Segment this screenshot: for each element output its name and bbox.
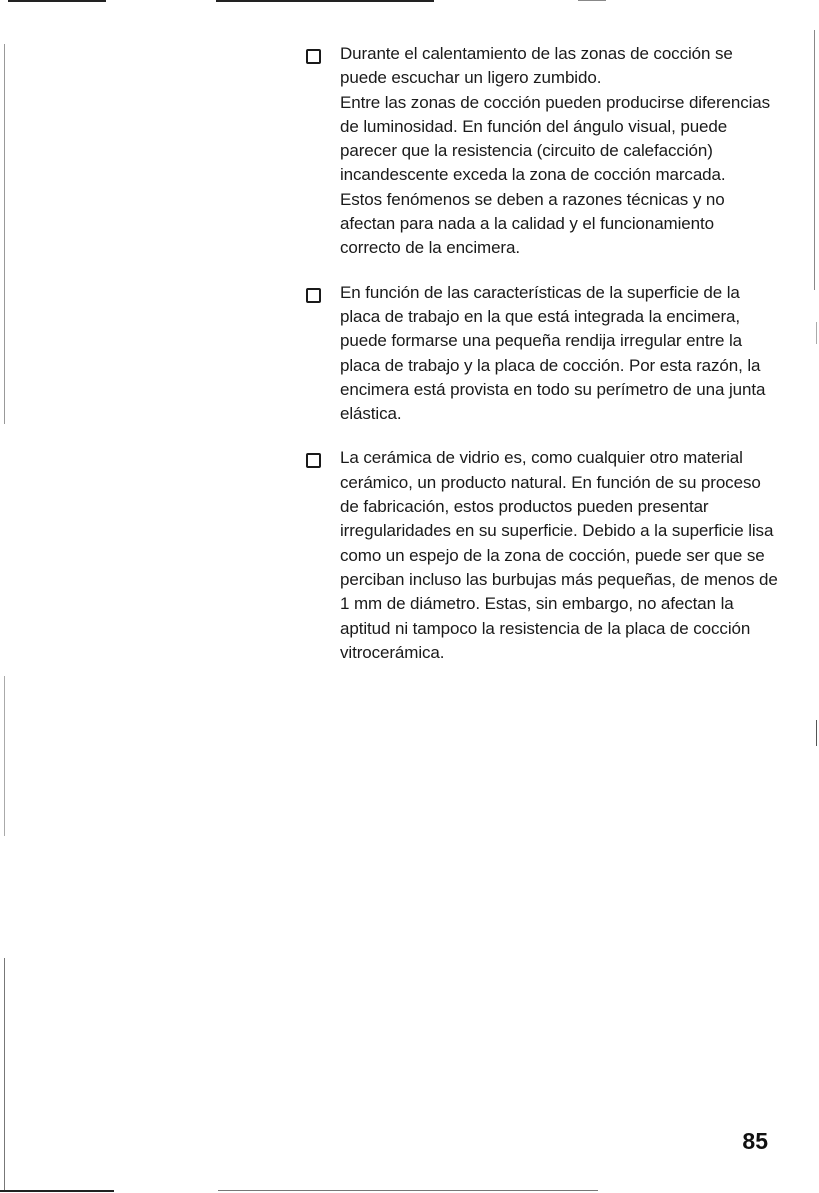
checkbox-bullet-icon (306, 453, 321, 468)
checkbox-bullet-icon (306, 288, 321, 303)
scan-rule-top-right (578, 0, 606, 1)
scan-edge-right (814, 30, 815, 290)
list-item-body (340, 281, 778, 427)
scan-rule-top-left (8, 0, 106, 2)
page-number: 85 (742, 1128, 768, 1154)
paragraph: En función de las características de la superficie de la placa de trabajo en la que está integrada la encimera, puede formarse una pequeña rendija irregular entre la placa de trabajo y la placa de cocción. Por esta razón, la encimera está provista en todo su perímetro de una junta elástica. (340, 282, 766, 424)
scan-edge-left (4, 958, 5, 1190)
page-content (306, 42, 778, 685)
paragraph: La cerámica de vidrio es, como cualquier otro material cerámico, un producto natural. En función de su proceso de fabricación, estos productos pueden presentar irregularidades en su superficie. Debido a la superficie lisa como un espejo de la zona de cocción, puede ser que se perciban incluso las burbujas más pequeñas, de menos de 1 mm de diámetro. Estas, sin embargo, no afectan la aptitud ni tampoco la resistencia de la placa de cocción vitrocerámica. (340, 448, 778, 662)
list-item (306, 42, 778, 261)
checkbox-bullet-icon (306, 49, 321, 64)
paragraph: Estos fenómenos se deben a razones técnicas y no afectan para nada a la calidad y el funcionamiento correcto de la encimera. (340, 189, 725, 258)
scan-edge-left (4, 44, 5, 424)
list-item (306, 281, 778, 427)
list-item (306, 446, 778, 665)
scan-rule-bottom-left (0, 1190, 114, 1192)
scan-edge-right (816, 322, 817, 344)
paragraph: Durante el calentamiento de las zonas de cocción se puede escuchar un ligero zumbido. (340, 44, 733, 88)
list-item-body (340, 446, 778, 665)
scan-edge-right (816, 720, 817, 746)
scan-rule-top-mid (216, 0, 434, 2)
scan-rule-bottom-mid (218, 1190, 598, 1191)
list-item-body (340, 42, 778, 261)
paragraph: Entre las zonas de cocción pueden producirse diferencias de luminosidad. En función del ángulo visual, puede parecer que la resistencia (circuito de calefacción) incandescente exceda la zona de cocción marcada. (340, 92, 771, 185)
scan-edge-left (4, 676, 5, 836)
